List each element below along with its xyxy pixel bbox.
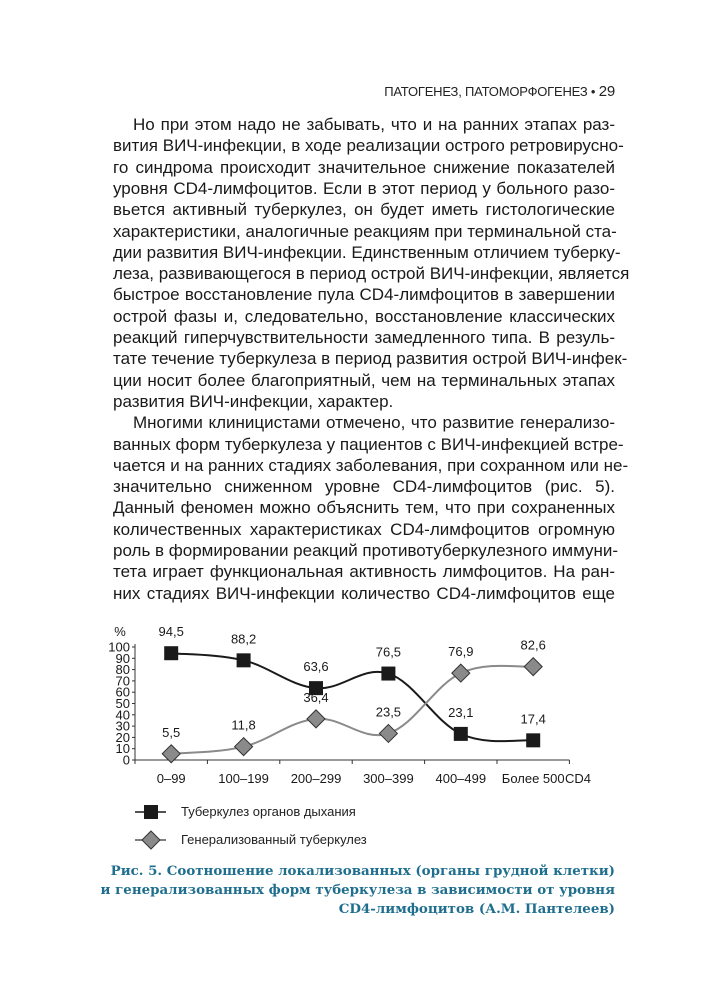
body-line: значительно сниженном уровне CD4-лимфоцитов (рис. 5). (113, 477, 615, 497)
data-point-square (381, 667, 395, 681)
y-tick-label: 60 (115, 684, 130, 700)
data-point-diamond (235, 738, 253, 756)
x-tick-label: 100–199 (218, 771, 269, 786)
y-axis-label: % (114, 624, 126, 639)
body-line: быстрое восстановление пула CD4-лимфоцитов в завершении (113, 285, 615, 305)
y-tick-label: 80 (115, 662, 130, 678)
data-label: 76,5 (375, 644, 402, 660)
y-tick-label: 90 (115, 650, 130, 666)
data-point-square (164, 646, 178, 660)
body-line: леза, развивающегося в период острой ВИЧ-инфекции, является (113, 264, 630, 284)
data-label: 17,4 (520, 711, 546, 727)
y-tick-label: 40 (115, 707, 130, 723)
data-point-diamond (379, 724, 397, 742)
body-line: количественных характеристиках CD4-лимфоцитов огромную (113, 519, 615, 539)
body-line: острой фазы и, следовательно, восстановление классических (113, 306, 615, 326)
x-tick-label: 200–299 (290, 771, 342, 786)
legend-square-icon (144, 805, 158, 819)
body-line: тате течение туберкулеза в период развития острой ВИЧ-инфек- (113, 349, 628, 369)
body-line: го синдрома происходит значительное снижение показателей (113, 157, 615, 177)
data-label: 82,6 (520, 637, 546, 653)
header-separator: • (590, 84, 596, 99)
data-label: 5,5 (162, 724, 181, 740)
body-line: Данный феномен можно объяснить тем, что при сохраненных (113, 498, 615, 518)
y-tick-label: 100 (108, 639, 130, 655)
y-tick-label: 70 (115, 673, 130, 689)
data-label: 76,9 (448, 644, 474, 660)
body-line: вития ВИЧ-инфекции, в ходе реализации острого ретровирусно- (113, 136, 624, 156)
data-point-square (454, 727, 468, 741)
figure-caption-line: и генерализованных форм туберкулеза в зависимости от уровня (100, 882, 615, 898)
data-label: 23,1 (448, 704, 474, 720)
y-tick-label: 20 (115, 729, 130, 745)
x-tick-label: Более 500 (501, 771, 565, 786)
legend-diamond-icon (142, 831, 160, 849)
figure-caption-line: CD4-лимфоцитов (А.М. Пантелеев) (338, 901, 615, 917)
data-point-square (237, 653, 251, 667)
body-line: уровня CD4-лимфоцитов. Если в этот период у больного разо- (113, 178, 615, 198)
body-line: характеристики, аналогичные реакциям при терминальной ста- (113, 221, 617, 241)
running-title: ПАТОГЕНЕЗ, ПАТОМОРФОГЕНЕЗ (384, 84, 588, 99)
data-label: 63,6 (303, 659, 329, 675)
body-line: вьется активный туберкулез, он будет иметь гистологические (113, 200, 615, 220)
body-line: ции носит более благоприятный, чем на терминальных этапах (113, 370, 615, 390)
data-point-diamond (452, 664, 470, 682)
body-line: них стадиях ВИЧ-инфекции количество CD4-лимфоцитов еще (113, 583, 615, 603)
data-point-square (526, 733, 540, 747)
y-tick-label: 10 (115, 741, 130, 757)
legend-label-respiratory: Туберкулез органов дыхания (181, 804, 356, 819)
x-axis-label: CD4 (564, 771, 592, 786)
body-line: роль в формировании реакций противотуберкулезного иммуни- (113, 541, 619, 560)
y-tick-label: 50 (115, 696, 130, 711)
data-point-diamond (524, 658, 542, 676)
data-label: 36,4 (303, 689, 329, 705)
body-line: тета играет функциональная активность лимфоцитов. На ран- (113, 562, 615, 582)
data-label: 88,2 (230, 631, 257, 647)
body-line: ванных форм туберкулеза у пациентов с ВИЧ-инфекцией встре- (113, 434, 624, 454)
data-label: 23,5 (375, 704, 402, 720)
data-label: 11,8 (231, 717, 256, 733)
y-tick-label: 0 (122, 752, 130, 768)
x-tick-label: 300–399 (363, 771, 414, 786)
body-line: Многими клиницистами отмечено, что развитие генерализо- (133, 413, 615, 433)
x-tick-label: 0–99 (156, 771, 186, 786)
data-label: 94,5 (158, 624, 184, 640)
legend-label-generalized: Генерализованный туберкулез (181, 832, 367, 847)
body-line: чается и на ранних стадиях заболевания, при сохранном или не- (113, 455, 629, 475)
x-tick-label: 400–499 (435, 771, 487, 786)
y-tick-label: 30 (115, 718, 130, 734)
page-number: 29 (598, 83, 615, 100)
body-line: реакций гиперчувствительности замедленного типа. В резуль- (113, 328, 615, 347)
body-line: дии развития ВИЧ-инфекции. Единственным отличием туберку- (113, 242, 621, 262)
figure-caption-line: Рис. 5. Соотношение локализованных (органы грудной клетки) (110, 863, 615, 879)
body-line: Но при этом надо не забывать, что и на ранних этапах раз- (133, 115, 615, 134)
data-point-diamond (307, 710, 325, 728)
body-line: развития ВИЧ-инфекции, характер. (113, 391, 394, 411)
